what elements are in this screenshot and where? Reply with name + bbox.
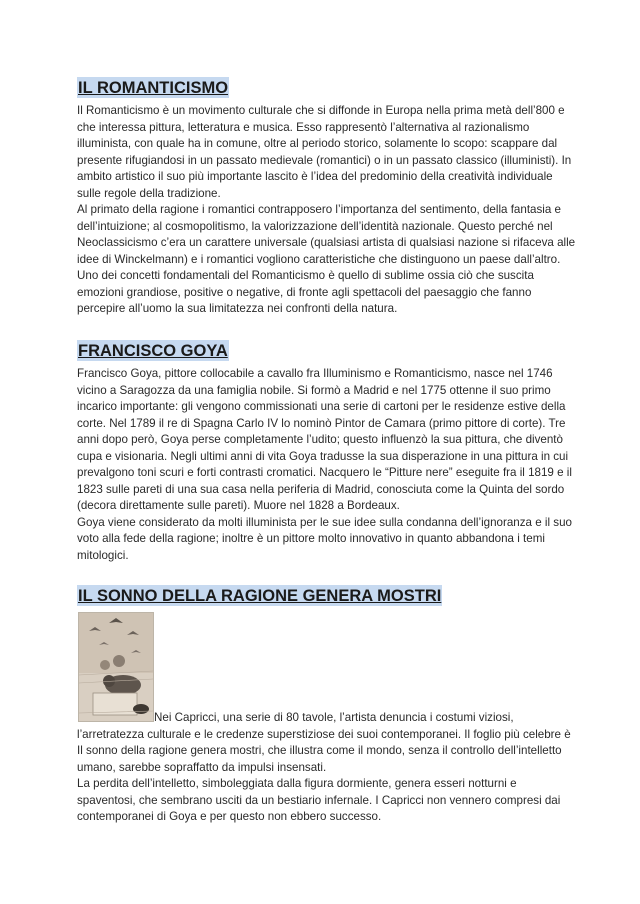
section-goya-body xyxy=(77,366,577,564)
heading-romanticismo: IL ROMANTICISMO xyxy=(78,79,229,97)
paragraph: Goya viene considerato da molti illuminista per le sue idee sulla condanna dell’ignoranza e il suo voto alla fede della ragione; inoltre è un pittore molto innovativo in quanto abbandona i temi mitologici. xyxy=(77,515,572,562)
paragraph: La perdita dell’intelletto, simboleggiata dalla figura dormiente, genera esseri notturni e spaventosi, che sembrano usciti da un bestiario infernale. I Capricci non vennero compresi dai contemporanei di Goya e per questo non ebbero successo. xyxy=(77,777,561,823)
paragraph: Nei Capricci, una serie di 80 tavole, l’artista denuncia i costumi viziosi, l’arretratezza culturale e le credenze superstiziose dei suoi contemporanei. Il foglio più celebre è Il sonno della ragione genera mostri, che illustra come il mondo, senza il controllo dell’intelletto umano, sarebbe sopraffatto da impulsi insensati. xyxy=(77,711,571,774)
section-sonno-body xyxy=(77,710,577,826)
paragraph: Al primato della ragione i romantici contrapposero l’importanza del sentimento, della fantasia e dell’intuizione; al cosmopolitismo, la valorizzazione dell’identità nazionale. Questo perché nel Neoclassicismo c’era un carattere universale (qualsiasi artista di qualsiasi nazione si rifaceva alle idee di Winckelmann) e i romantici vogliono caratteristiche che distinguono un paese dall’altro. xyxy=(77,203,576,266)
paragraph: Uno dei concetti fondamentali del Romanticismo è quello di sublime ossia ciò che suscita emozioni grandiose, positive o negative, di fronte agli spettacoli del paesaggio che fanno percepire all’uomo la sua limitatezza nei confronti della natura. xyxy=(77,269,534,315)
etching-illustration xyxy=(79,613,153,721)
heading-francisco-goya: FRANCISCO GOYA xyxy=(78,342,228,360)
goya-etching-image xyxy=(78,612,154,722)
heading-sonno-della-ragione: IL SONNO DELLA RAGIONE GENERA MOSTRI xyxy=(78,587,442,605)
section-romanticismo-body xyxy=(77,103,577,318)
paragraph: Il Romanticismo è un movimento culturale che si diffonde in Europa nella prima metà dell’800 e che interessa pittura, letteratura e musica. Esso rappresentò l’alternativa al razionalismo illuminista, con quale ha in comune, oltre al periodo storico, solamente lo scopo: scappare dal presente rifugiandosi in un passato medievale (romantici) o in un passato classico (illuministi). In ambito artistico il suo più importante lascito è l’idea del predominio della creatività individuale sulle regole della tradizione. xyxy=(77,104,572,200)
paragraph: Francisco Goya, pittore collocabile a cavallo fra Illuminismo e Romanticismo, nasce nel 1746 vicino a Saragozza da una famiglia nobile. Si formò a Madrid e nel 1775 ottenne il suo primo incarico importante: gli vengono commissionati una serie di cartoni per le residenze estive della corte. Nel 1789 il re di Spagna Carlo IV lo nominò Pintor de Camara (primo pittore di corte). Tre anni dopo però, Goya perse completamente l’udito; questo influenzò la sua pittura, che diventò cupa e visionaria. Negli ultimi anni di vita Goya tradusse la sua disperazione in una pittura in cui prevalgono toni scuri e forti contrasti cromatici. Nacquero le “Pitture nere” eseguite fra il 1819 e il 1823 sulle pareti di una sua casa nella periferia di Madrid, conosciuta come la Quinta del sordo (decora direttamente sulle pareti). Muore nel 1828 a Bordeaux. xyxy=(77,367,572,512)
